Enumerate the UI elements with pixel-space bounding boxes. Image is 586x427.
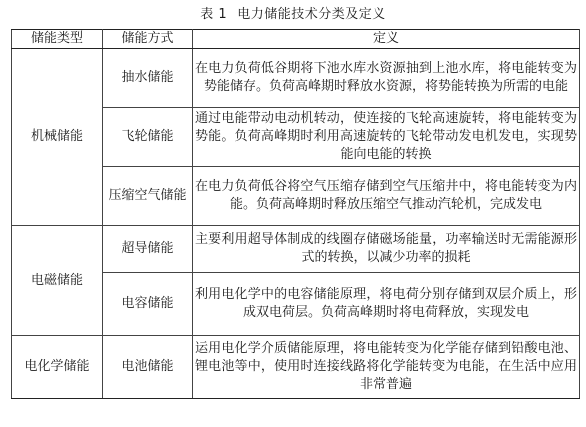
table-number: 表 1 xyxy=(200,7,228,22)
type-mechanical: 机械储能 xyxy=(12,49,103,226)
table-row xyxy=(12,49,580,108)
method-superconducting: 超导储能 xyxy=(103,226,193,273)
method-flywheel: 飞轮储能 xyxy=(103,108,193,167)
header-storage-method: 储能方式 xyxy=(103,30,193,49)
table-row xyxy=(12,226,580,273)
method-compressed-air: 压缩空气储能 xyxy=(103,167,193,226)
energy-storage-table xyxy=(11,29,580,399)
definition-compressed-air: 在电力负荷低谷将空气压缩存储到空气压缩井中，将电能转变为内能。负荷高峰期时释放压缩空气推动汽轮机，完成发电 xyxy=(193,167,580,226)
table-header-row xyxy=(12,30,580,49)
header-definition: 定义 xyxy=(193,30,580,49)
type-electromagnetic: 电磁储能 xyxy=(12,226,103,336)
method-battery: 电池储能 xyxy=(103,336,193,399)
method-pumped-hydro: 抽水储能 xyxy=(103,49,193,108)
table-row xyxy=(12,336,580,399)
type-electrochemical: 电化学储能 xyxy=(12,336,103,399)
definition-pumped-hydro: 在电力负荷低谷期将下池水库水资源抽到上池水库，将电能转变为势能储存。负荷高峰期时释放水资源，将势能转换为所需的电能 xyxy=(193,49,580,108)
table-title: 电力储能技术分类及定义 xyxy=(237,7,386,22)
definition-flywheel: 通过电能带动电动机转动，使连接的飞轮高速旋转，将电能转变为势能。负荷高峰期时利用高速旋转的飞轮带动发电机发电，实现势能向电能的转换 xyxy=(193,108,580,167)
definition-battery: 运用电化学介质储能原理，将电能转变为化学能存储到铅酸电池、锂电池等中，使用时连接线路将化学能转变为电能，在生活中应用非常普遍 xyxy=(193,336,580,399)
method-capacitor: 电容储能 xyxy=(103,273,193,336)
table-caption xyxy=(0,6,586,23)
definition-capacitor: 利用电化学中的电容储能原理，将电荷分别存储到双层介质上，形成双电荷层。负荷高峰期时将电荷释放，实现发电 xyxy=(193,273,580,336)
header-storage-type: 储能类型 xyxy=(12,30,103,49)
definition-superconducting: 主要利用超导体制成的线圈存储磁场能量，功率输送时无需能源形式的转换，以减少功率的损耗 xyxy=(193,226,580,273)
